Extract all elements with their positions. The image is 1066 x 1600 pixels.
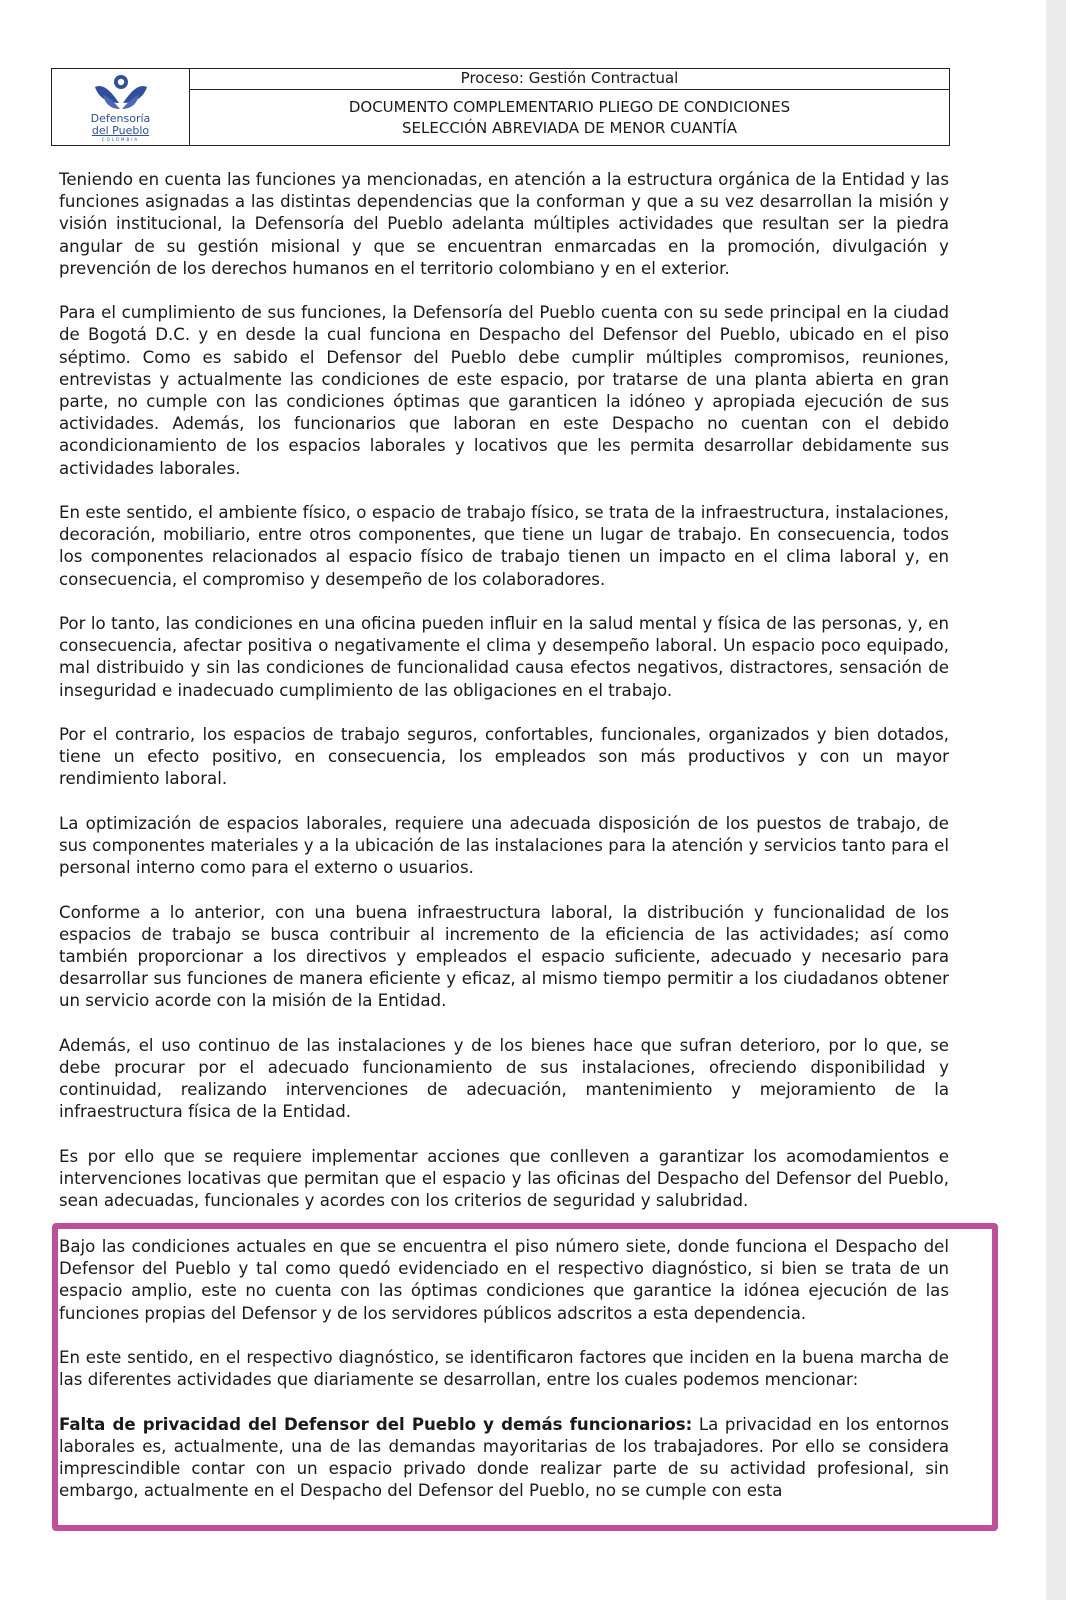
document-header — [51, 68, 950, 146]
highlighted-paragraph: Bajo las condiciones actuales en que se encuentra el piso número siete, donde funciona el Despacho del Defensor del Pueblo y tal como quedó evidenciado en el respectivo diagnóstico, si bien se trata de un espacio amplio, este no cuenta con las óptimas condiciones que garantice la idónea ejecución de las funciones propias del Defensor y de los servidores públicos adscritos a esta dependencia. — [59, 1237, 949, 1323]
header-title-cell — [190, 69, 949, 145]
paragraph: Además, el uso continuo de las instalaciones y de los bienes hace que sufran deterioro, por lo que, se debe procurar por el adecuado funcionamiento de sus instalaciones, ofreciendo disponibilidad y continuidad, realizando intervenciones de adecuación, mantenimiento y mejoramiento de la infraestructura física de la Entidad. — [59, 1035, 949, 1122]
highlighted-heading: Falta de privacidad del Defensor del Pueblo y demás funcionarios: — [59, 1414, 693, 1434]
highlighted-paragraph — [59, 1414, 949, 1503]
document-title-line1: DOCUMENTO COMPLEMENTARIO PLIEGO DE CONDICIONES — [348, 97, 791, 116]
document-body — [59, 169, 949, 1235]
highlighted-section — [59, 1236, 949, 1525]
paragraph: Teniendo en cuenta las funciones ya mencionadas, en atención a la estructura orgánica de la Entidad y las funciones asignadas a las distintas dependencias que la conforman y que a su vez desarrollan la misión y visión institucional, la Defensoría del Pueblo adelanta múltiples actividades que resultan ser la piedra angular de su gestión misional y que se encuentran enmarcadas en la promoción, divulgación y prevención de los derechos humanos en el territorio colombiano y en el exterior. — [59, 170, 949, 278]
paragraph: Conforme a lo anterior, con una buena infraestructura laboral, la distribución y funcionalidad de los espacios de trabajo se busca contribuir al incremento de la eficiencia de las actividades; así como también proporcionar a los directivos y empleados el espacio suficiente, adecuado y necesario para desarrollar sus funciones de manera eficiente y eficaz, al mismo tiempo permitir a los ciudadanos obtener un servicio acorde con la misión de la Entidad. — [59, 902, 949, 1011]
paragraph: La optimización de espacios laborales, requiere una adecuada disposición de los puestos de trabajo, de sus componentes materiales y a la ubicación de las instalaciones para la atención y servicios tanto para el personal interno como para el externo o usuarios. — [59, 813, 949, 878]
process-label: Proceso: Gestión Contractual — [190, 69, 949, 90]
logo-text-line1: Defensoría — [90, 112, 151, 125]
paragraph: Por lo tanto, las condiciones en una oficina pueden influir en la salud mental y física de las personas, y, en consecuencia, afectar positiva o negativamente el clima y desempeño laboral. Un espacio poco equipado, mal distribuido y sin las condiciones de funcionalidad causa efectos negativos, distractores, sensación de inseguridad e inadecuado cumplimiento de las obligaciones en el trabajo. — [59, 614, 949, 700]
highlighted-paragraph: En este sentido, en el respectivo diagnóstico, se identificaron factores que inciden en la buena marcha de las diferentes actividades que diariamente se desarrollan, entre los cuales podemos mencionar: — [59, 1348, 949, 1390]
paragraph: Es por ello que se requiere implementar acciones que conlleven a garantizar los acomodamientos e intervenciones locativas que permitan que el espacio y las oficinas del Despacho del Defensor del Pueblo, sean adecuadas, funcionales y acordes con los criterios de seguridad y salubridad. — [59, 1146, 949, 1211]
logo-text-line2: del Pueblo — [91, 124, 150, 137]
paragraph: En este sentido, el ambiente físico, o espacio de trabajo físico, se trata de la infraestructura, instalaciones, decoración, mobiliario, entre otros componentes, que tiene un lugar de trabajo. En consecuencia, todos los componentes relacionados al espacio físico de trabajo tienen un impacto en el clima laboral y, en consecuencia, el compromiso y desempeño de los colaboradores. — [59, 503, 949, 589]
defensoria-logo-icon — [89, 73, 153, 113]
document-title — [190, 90, 949, 145]
paragraph: Para el cumplimiento de sus funciones, la Defensoría del Pueblo cuenta con su sede principal en la ciudad de Bogotá D.C. y en desde la cual funciona en Despacho del Defensor del Pueblo, ubicado en el piso séptimo. Como es sabido el Defensor del Pueblo debe cumplir múltiples compromisos, reuniones, entrevistas y actualmente las condiciones de este espacio, por tratarse de una planta abierta en gran parte, no cumple con las condiciones óptimas que garanticen la idóneo y apropiada ejecución de sus actividades. Además, los funcionarios que laboran en este Despacho no cuentan con el debido acondicionamiento de los espacios laborales y locativos que les permita desarrollar debidamente sus actividades laborales. — [59, 303, 949, 478]
document-title-line2: SELECCIÓN ABREVIADA DE MENOR CUANTÍA — [402, 118, 737, 137]
logo-subtext: COLOMBIA — [101, 137, 140, 142]
highlighted-text: La privacidad en los entornos laborales es, actualmente, una de las demandas mayoritarias de los trabajadores. Por ello se considera imprescindible contar con un espacio privado donde realizar parte de su actividad profesional, sin embargo, actualmente en el Despacho del Defensor del Pueblo, no se cumple con esta — [59, 1414, 949, 1501]
logo — [52, 69, 190, 145]
paragraph: Por el contrario, los espacios de trabajo seguros, confortables, funcionales, organizados y bien dotados, tiene un efecto positivo, en consecuencia, los empleados son más productivos y con un mayor rendimiento laboral. — [59, 725, 949, 789]
